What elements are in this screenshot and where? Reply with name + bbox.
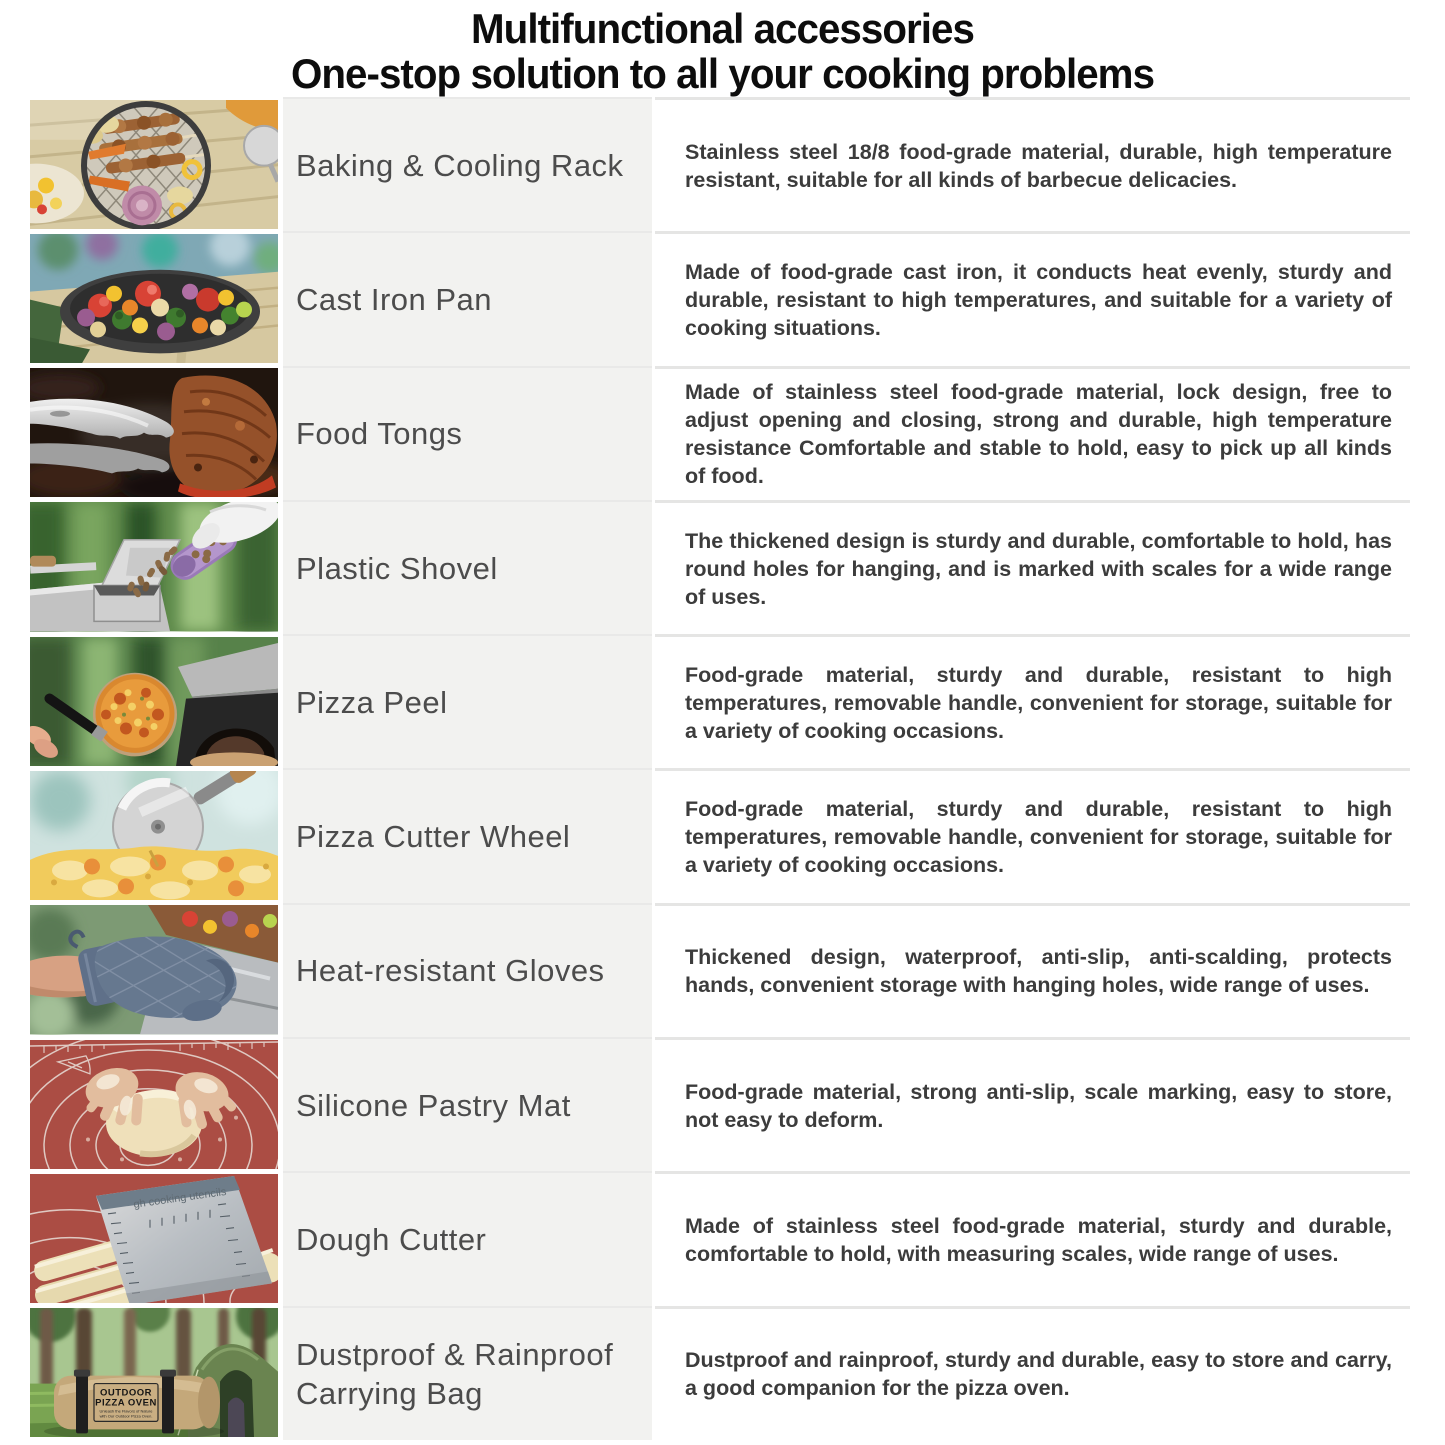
accessory-description-text: Food-grade material, strong anti-slip, scale marking, easy to store, not easy to deform. [685, 1079, 1392, 1132]
table-row [30, 634, 1410, 768]
accessory-name-label: Dustproof & Rainproof Carrying Bag [296, 1336, 614, 1411]
accessory-name-label: Pizza Peel [296, 684, 448, 720]
baking-cooling-rack-photo [30, 97, 278, 231]
cast-iron-pan-photo [30, 231, 278, 365]
accessory-name [283, 500, 652, 634]
accessory-description [655, 768, 1410, 902]
table-row [30, 500, 1410, 634]
accessory-description [655, 1171, 1410, 1305]
bag-label-subtitle-line1: Unleash the Flavors of Nature [99, 1408, 153, 1414]
table-row [30, 366, 1410, 500]
accessory-description-text: Made of stainless steel food-grade material, sturdy and durable, comfortable to hold, with measuring scales, wide range of uses. [685, 1214, 1392, 1267]
accessory-description [655, 1306, 1410, 1440]
accessory-name-label: Pizza Cutter Wheel [296, 819, 571, 855]
accessory-description-text: Thickened design, waterproof, anti-slip, anti-scalding, protects hands, convenient storage with hanging holes, wide range of uses. [685, 945, 1392, 998]
accessory-description [655, 97, 1410, 231]
accessory-description [655, 634, 1410, 768]
accessories-table [30, 97, 1410, 1440]
accessory-name [283, 1037, 652, 1171]
accessory-description-text: Food-grade material, sturdy and durable, resistant to high temperatures, removable handle, convenient for storage, suitable for a variety of cooking occasions. [685, 662, 1392, 743]
accessory-name-label: Dough Cutter [296, 1222, 487, 1258]
accessory-description-text: Made of food-grade cast iron, it conducts heat evenly, sturdy and durable, resistant to high temperatures, and suitable for a variety of cooking situations. [685, 259, 1392, 340]
accessory-name [283, 1171, 652, 1305]
accessory-description [655, 903, 1410, 1037]
accessory-name-label: Silicone Pastry Mat [296, 1087, 571, 1123]
accessory-name [283, 366, 652, 500]
pizza-cutter-wheel-photo [30, 768, 278, 902]
pizza-peel-photo [30, 634, 278, 768]
carrying-bag-photo [30, 1306, 278, 1440]
plastic-shovel-photo [30, 500, 278, 634]
silicone-pastry-mat-photo [30, 1037, 278, 1171]
dough-cutter-photo [30, 1171, 278, 1305]
dough-cutter-etch-text: gh cooking utencils [132, 1185, 228, 1211]
accessory-description [655, 231, 1410, 365]
bag-label-subtitle-line2: with Our Outdoor Pizza Oven. [99, 1413, 153, 1419]
accessory-description [655, 500, 1410, 634]
food-tongs-photo [30, 366, 278, 500]
table-row [30, 1306, 1410, 1440]
table-row [30, 231, 1410, 365]
accessory-description [655, 1037, 1410, 1171]
accessory-description-text: Made of stainless steel food-grade material, lock design, free to adjust opening and closing, strong and durable, high temperature resistance Comfortable and stable to hold, easy to pick up all kinds of food. [685, 380, 1392, 489]
table-row [30, 768, 1410, 902]
accessory-name [283, 1306, 652, 1440]
page-title-line1: Multifunctional accessories [471, 5, 974, 52]
bag-label-title-line1: OUTDOOR [99, 1387, 153, 1399]
accessory-name [283, 768, 652, 902]
accessory-name [283, 634, 652, 768]
accessory-name-label: Heat-resistant Gloves [296, 953, 605, 989]
accessory-name [283, 231, 652, 365]
accessory-description-text: Dustproof and rainproof, sturdy and durable, easy to store and carry, a good companion for the pizza oven. [685, 1348, 1392, 1401]
table-row [30, 97, 1410, 231]
accessory-description-text: The thickened design is sturdy and durable, comfortable to hold, has round holes for hanging, and is marked with scales for a wide range of uses. [685, 528, 1392, 609]
accessory-name-label: Cast Iron Pan [296, 281, 493, 317]
accessory-name [283, 97, 652, 231]
accessory-name-label: Baking & Cooling Rack [296, 147, 624, 183]
accessory-description-text: Food-grade material, sturdy and durable, resistant to high temperatures, removable handle, convenient for storage, suitable for a variety of cooking occasions. [685, 797, 1392, 878]
accessory-name [283, 903, 652, 1037]
accessory-name-label: Food Tongs [296, 416, 463, 452]
accessory-name-label: Plastic Shovel [296, 550, 498, 586]
accessory-description-text: Stainless steel 18/8 food-grade material, durable, high temperature resistant, suitable for all kinds of barbecue delicacies. [685, 139, 1392, 192]
page-header [0, 6, 1445, 96]
accessory-description [655, 366, 1410, 500]
page-title-line2: One-stop solution to all your cooking problems [290, 50, 1155, 97]
heat-resistant-gloves-photo [30, 903, 278, 1037]
table-row [30, 1171, 1410, 1305]
table-row [30, 1037, 1410, 1171]
table-row [30, 903, 1410, 1037]
bag-label-title-line2: PIZZA OVEN [95, 1397, 157, 1409]
